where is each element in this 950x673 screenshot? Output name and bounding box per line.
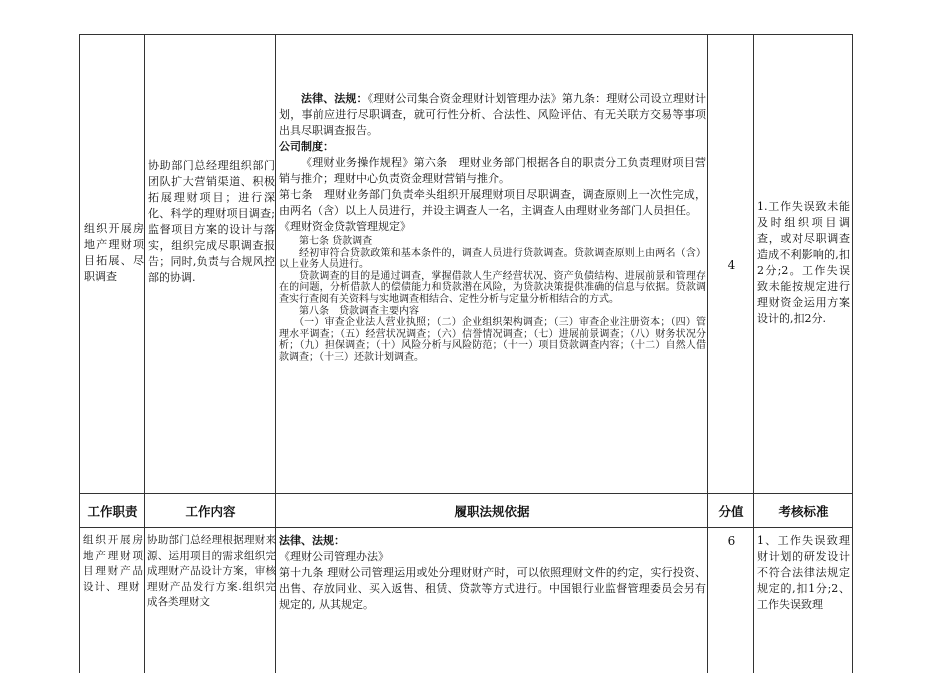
row-divider (80, 527, 853, 528)
header-criteria: 考核标准 (778, 503, 829, 519)
header-duty: 工作职责 (87, 503, 138, 519)
basis-p7: 第八条 贷款调查主要内容 (299, 305, 419, 317)
row2-basis-p1: 《理财公司管理办法》 (279, 550, 389, 563)
company-heading: 公司制度： (279, 140, 334, 153)
basis-p6: 贷款调查的目的是通过调查，掌握借款人生产经营状况、资产负债结构、进展前景和管理存在的问题，分析借款人的偿债能力和贷款潜在风险，为贷款决策提供准确的信息与依据。贷款调查实行查阅有关资料与实地调查相结合、定性分析与定量分析相结合的方式。 (279, 270, 706, 305)
row1-content: 协助部门总经理组织部门团队扩大营销渠道、积极拓展理财项目；进行深化、科学的理财项目调查;监督项目方案的设计与落实，组织完成尽职调查报告；同时,负责与合规风控部的协调. (148, 159, 275, 284)
basis-p5: 经初审符合贷款政策和基本条件的，调查人员进行贷款调查。贷款调查原则上由两名（含）以上业务人员进行。 (279, 247, 706, 271)
law-heading: 法律、法规： (301, 92, 368, 105)
basis-p3: 《理财资金贷款管理规定》 (279, 220, 411, 233)
row2-content: 协助部门总经理根据理财来源、运用项目的需求组织完成理财产品设计方案，审核理财产品发行方案.组织完成各类理财文 (147, 534, 276, 608)
row2-basis (279, 533, 706, 613)
header-basis: 履职法规依据 (454, 503, 530, 519)
row2-law-heading: 法律、法规： (279, 534, 345, 547)
basis-p8: （一）审查企业法人营业执照；（二）企业组织架构调查；（三）审查企业注册资本；（四）管理水平调查；（五）经营状况调查；（六）信誉情况调查；（七）进展前景调查；（八）财务状况分析；（九）担保调查；（十）风险分析与风险防范；（十一）项目贷款调查内容；（十二）自然人借款调查；（十三）还款计划调查。 (279, 317, 706, 363)
header-score: 分值 (718, 503, 744, 519)
row2-criteria: 1、工作失误致理财计划的研发设计不符合法律法规定规定的,扣1分;2、工作失误致理 (757, 534, 850, 611)
basis-p1: 《理财业务操作规程》第六条 理财业务部门根据各自的职责分工负责理财项目营销与推介；理财中心负责资金理财营销与推介。 (279, 156, 706, 185)
row1-score: 4 (727, 258, 736, 272)
row1-duty: 组织开展房地产理财项目拓展、尽职调查 (84, 222, 144, 283)
law-text: 《理财公司集合资金理财计划管理办法》第九条：理财公司设立理财计划，事前应进行尽职调查，就可行性分析、合法性、风险评估、有无关联方交易等事项出具尽职调查报告。 (279, 92, 706, 137)
row1-criteria: 1.工作失误致未能及时组织项目调查，或对尽职调查造成不利影响的,扣2分;2。工作失误致未能按规定进行理财资金运用方案设计的,扣2分. (757, 200, 850, 325)
evaluation-table (79, 34, 853, 673)
basis-p4: 第七条 贷款调查 (299, 236, 373, 247)
row2-score: 6 (727, 534, 736, 548)
header-content: 工作内容 (185, 503, 236, 519)
row2-duty: 组织开展房地产理财项目理财产品设计、理财 (83, 534, 144, 593)
row2-basis-p2: 第十九条 理财公司管理运用或处分理财财产时，可以依照理财文件的约定，实行投资、出售、存放同业、买入返售、租赁、贷款等方式进行。中国银行业监督管理委员会另有规定的, 从其规定。 (279, 566, 706, 611)
basis-p2: 第七条 理财业务部门负责牵头组织开展理财项目尽职调查，调查原则上一次性完成，由两名（含）以上人员进行，并设主调查人一名，主调查人由理财业务部门人员担任。 (279, 188, 706, 217)
col-score (708, 35, 754, 673)
row1-basis (279, 91, 706, 364)
